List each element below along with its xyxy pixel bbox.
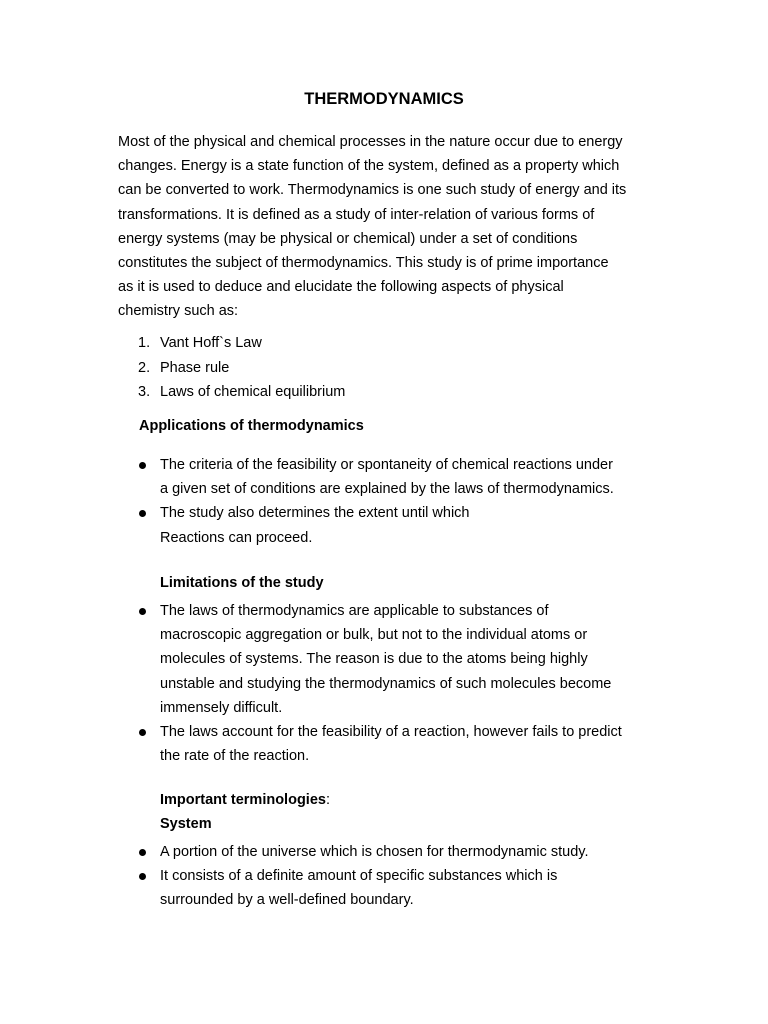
list-item: 3. Laws of chemical equilibrium [138, 384, 346, 400]
page-title: THERMODYNAMICS [304, 90, 464, 108]
intro-line: Most of the physical and chemical processes in the nature occur due to energy [118, 134, 623, 150]
list-item: The study also determines the extent until which Reactions can proceed. [137, 501, 657, 549]
intro-paragraph [118, 130, 658, 324]
intro-line: changes. Energy is a state function of the system, defined as a property which [118, 158, 620, 175]
system-list [137, 840, 657, 913]
list-item: It consists of a definite amount of specific substances which is surrounded by a well-defined boundary. [137, 864, 657, 912]
list-item: 1. Vant Hoff`s Law [138, 335, 262, 351]
list-item: The laws account for the feasibility of a reaction, however fails to predict the rate of the reaction. [137, 720, 657, 768]
applications-heading: Applications of thermodynamics [139, 418, 364, 434]
intro-line: constitutes the subject of thermodynamics. This study is of prime importance [118, 255, 609, 272]
list-item: A portion of the universe which is chosen for thermodynamic study. [137, 840, 657, 864]
aspects-list [118, 331, 345, 405]
list-item: The laws of thermodynamics are applicable to substances of macroscopic aggregation or bulk, but not to the individual atoms or molecules of systems. The reason is due to the atoms being highly unstable and studying the thermodynamics of such molecules become immensely difficult. [137, 599, 657, 720]
system-heading: System [160, 816, 212, 832]
intro-line: chemistry such as: [118, 303, 239, 320]
list-item: The criteria of the feasibility or spontaneity of chemical reactions under a given set of conditions are explained by the laws of thermodynamics. [137, 453, 657, 501]
intro-line: transformations. It is defined as a study of inter-relation of various forms of [118, 206, 595, 223]
intro-line: can be converted to work. Thermodynamics is one such study of energy and its [118, 182, 627, 199]
intro-line: as it is used to deduce and elucidate the following aspects of physical [118, 279, 564, 296]
limitations-list [137, 599, 657, 768]
intro-line: energy systems (may be physical or chemical) under a set of conditions [118, 230, 578, 247]
limitations-heading: Limitations of the study [160, 575, 324, 591]
list-item: 2. Phase rule [138, 359, 230, 376]
applications-list [137, 453, 657, 550]
terminologies-heading: Important terminologies: [160, 792, 330, 808]
